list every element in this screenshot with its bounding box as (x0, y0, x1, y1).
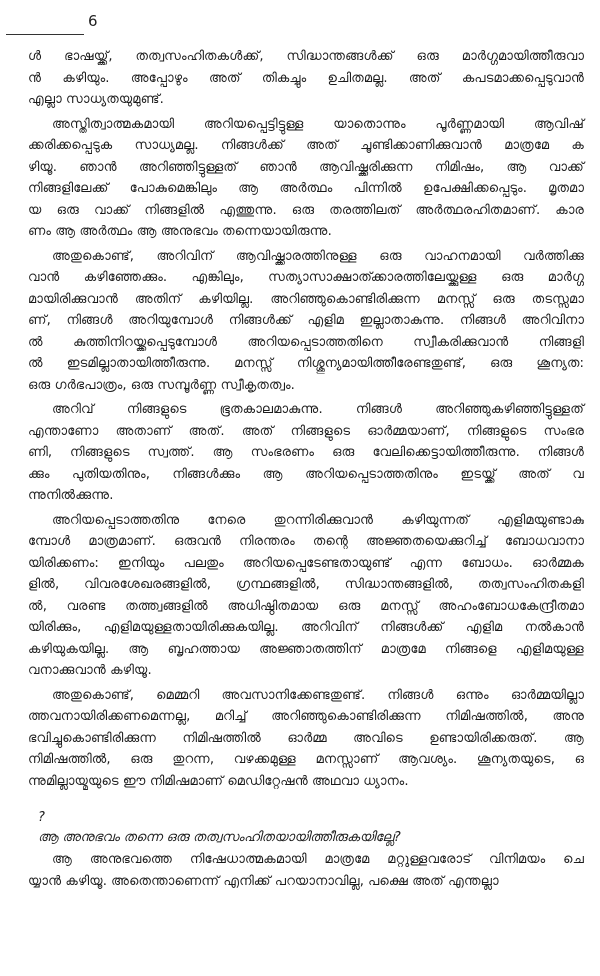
text-line: ൽ കുത്തിനിറയ്ക്കപ്പെടുമ്പോൾ അറിയപ്പെടാത്തതിനെ സ്വീകരിക്കുവാൻ നിങ്ങളി (28, 334, 584, 350)
body-text (28, 46, 584, 895)
text-line: ഴിയൂ. ഞാൻ അറിഞ്ഞിട്ടുള്ളത് ഞാൻ ആവിഷ്ക്കരിക്കുന്ന നിമിഷം, ആ വാക്ക് (28, 159, 584, 175)
text-line: ളിൽ, വിവരശേഖരങ്ങളിൽ, ഗ്രന്ഥങ്ങളിൽ, സിദ്ധാന്തങ്ങളിൽ, തത്വസംഹിതകളി (28, 577, 584, 592)
text-line: എല്ലാ സാധ്യതയുമുണ്ട്. (28, 92, 164, 107)
text-line: യ ഒരു വാക്ക് നിങ്ങളിൽ എത്തുന്നു. ഒരു തരത്തിലത് അർത്ഥരഹിതമാണ്. കാര (28, 202, 584, 218)
text-line: മ്പോൾ മാത്രമാണ്. ഒരുവൻ നിരന്തരം തന്റെ അജ്ഞതയെക്കുറിച്ച് ബോധവാനാ (28, 534, 584, 549)
paragraph (28, 246, 584, 397)
text-line: അതുകൊണ്ട്, മെമ്മറി അവസാനിക്കേണ്ടതുണ്ട്. നിങ്ങൾ ഒന്നും ഓർമ്മയില്ലാ (52, 687, 584, 703)
question-heading: ആ അനുഭവം തന്നെ ഒരു തത്വസംഹിതയായിത്തീരുകയില്ലേ? (38, 830, 401, 845)
text-line: എന്താണോ അതാണ് അത്. അത് നിങ്ങളുടെ ഓർമ്മയാണ്, നിങ്ങളുടെ സംഭര (28, 423, 584, 439)
text-line: ൽ, വരണ്ട തത്ത്വങ്ങളിൽ അധിഷ്ഠിതമായ ഒരു മനസ്സ് അഹംബോധകേന്ദ്രീതമാ (28, 598, 584, 614)
answer-paragraph (28, 849, 584, 892)
text-line: ണി, നിങ്ങളുടെ സ്വത്ത്. ആ സംഭരണം ഒരു വേലിക്കെട്ടായിത്തീരുന്നു. നിങ്ങൾ (28, 445, 584, 460)
paragraph (28, 685, 584, 793)
text-line: ൻ കഴിയും. അപ്പോഴും അത് തികച്ചും ഉചിതമല്ല. അത് കപടമാക്കപ്പെടുവാൻ (28, 70, 584, 86)
text-line: ണ്, നിങ്ങൾ അറിയുമ്പോൾ നിങ്ങൾക്ക് എളിമ ഇല്ലാതാകുന്നു. നിങ്ങൾ അറിവിനാ (28, 313, 584, 328)
text-line: ൾ ഭാഷയ്ക്ക്, തത്വസംഹിതകൾക്ക്, സിദ്ധാന്തങ്ങൾക്ക് ഒരു മാർഗ്ഗമായിത്തീരുവാ (28, 49, 584, 64)
text-line: ന്നുനിൽക്കുന്നു. (28, 488, 114, 503)
section-gap (28, 795, 584, 809)
text-line: ക്കരിക്കപ്പെടുക സാധ്യമല്ല. നിങ്ങൾക്ക് അത് ചൂണ്ടിക്കാണിക്കുവാൻ മാത്രമേ ക (28, 138, 584, 153)
answer-line: ആ അനുഭവത്തെ നിഷേധാത്മകമായി മാത്രമേ മറ്റുള്ളവരോട് വിനിമയം ചെ (52, 852, 584, 867)
paragraph (28, 399, 584, 507)
text-line: വാൻ കഴിഞ്ഞേക്കും. എങ്കിലും, സത്യാസാക്ഷാത്ക്കാരത്തിലേയ്ക്കുള്ള ഒരു മാർഗ്ഗ (28, 270, 584, 285)
text-line: കഴിയുകയില്ല. ആ ബൃഹത്തായ അജ്ഞാതത്തിന് മാത്രമേ നിങ്ങളെ എളിമയുള്ള (28, 641, 584, 657)
text-line: നിമിഷത്തിൽ, ഒരു തുറന്ന, വഴക്കമുള്ള മനസ്സാണ് ആവശ്യം. ശൂന്യതയുടെ, ഒ (28, 752, 584, 767)
text-line: ണം ആ അർത്ഥം ആ അനുഭവം തന്നെയായിരുന്നു. (28, 224, 332, 239)
text-line: ഭവിച്ചുകൊണ്ടിരിക്കുന്ന നിമിഷത്തിൽ ഓർമ്മ അവിടെ ഉണ്ടായിരിക്കരുത്. ആ (28, 730, 584, 746)
paragraph (28, 46, 584, 111)
header-rule (6, 34, 84, 35)
text-line: മായിരിക്കുവാൻ അതിന് കഴിയില്ല. അറിഞ്ഞുകൊണ്ടിരിക്കുന്ന മനസ്സ് ഒരു തടസ്സമാ (28, 291, 584, 307)
text-line: അറിയപ്പെടാത്തതിനു നേരെ തുറന്നിരിക്കുവാൻ കഴിയുന്നത് എളിമയുണ്ടാകു (52, 512, 584, 528)
text-line: വനാക്കുവാൻ കഴിയൂ. (28, 663, 152, 678)
text-line: ൽ ഇടമില്ലാതായിത്തീരുന്നു. മനസ്സ് നിശ്ശൂന്യമായിത്തീരേണ്ടതുണ്ട്, ഒരു ശൂന്യത: (28, 356, 584, 371)
text-line: അസ്തിത്വാത്മകമായി അറിയപ്പെട്ടിട്ടുള്ള യാതൊന്നും പൂർണ്ണമായി ആവിഷ് (52, 116, 584, 132)
text-line: യിരിക്കും, എളിമയുള്ളതായിരിക്കുകയില്ല. അറിവിന് നിങ്ങൾക്ക് എളിമ നൽകാൻ (28, 620, 584, 635)
paragraph (28, 114, 584, 243)
paragraph (28, 510, 584, 682)
answer-line: യ്യാൻ കഴിയൂ. അതെന്താണെന്ന് എനിക്ക് പറയാനാവില്ല, പക്ഷെ അത് എന്തല്ലാ (28, 873, 499, 889)
text-line: ന്നുമില്ലായ്മയുടെ ഈ നിമിഷമാണ് മെഡിറ്റേഷൻ അഥവാ ധ്യാനം. (28, 773, 409, 789)
text-line: യിരിക്കണം: ഇനിയും പലതും അറിയപ്പെടേണ്ടതായുണ്ട് എന്ന ബോധം. ഓർമ്മക (28, 555, 584, 571)
text-line: അതുകൊണ്ട്, അറിവിന് ആവിഷ്ക്കാരത്തിനുള്ള ഒരു വാഹനമായി വർത്തിക്കു (52, 248, 584, 264)
text-line: ക്കും പുതിയതിനും, നിങ്ങൾക്കും ആ അറിയപ്പെടാത്തതിനും ഇടയ്ക്ക് അത് വ (28, 466, 584, 482)
page-header (0, 0, 600, 40)
paragraph-list (28, 46, 584, 792)
text-line: നിങ്ങളിലേക്ക് പോകുമെങ്കിലും ആ അർത്ഥം പിന്നിൽ ഉപേക്ഷിക്കപ്പെടും. മൃതമാ (28, 181, 584, 196)
page-number: 6 (88, 12, 98, 30)
text-line: ത്തവനായിരിക്കണമെന്നല്ല, മറിച്ച് അറിഞ്ഞുകൊണ്ടിരിക്കുന്ന നിമിഷത്തിൽ, അനു (28, 709, 584, 724)
text-line: ഒരു ഗർഭപാത്രം, ഒരു സമ്പൂർണ്ണ സ്വീകൃതത്വം. (28, 377, 295, 393)
question-mark: ? (38, 810, 45, 825)
text-line: അറിവ് നിങ്ങളുടെ ഭൂതകാലമാകുന്നു. നിങ്ങൾ അറിഞ്ഞുകഴിഞ്ഞിട്ടുള്ളത് (52, 402, 584, 417)
